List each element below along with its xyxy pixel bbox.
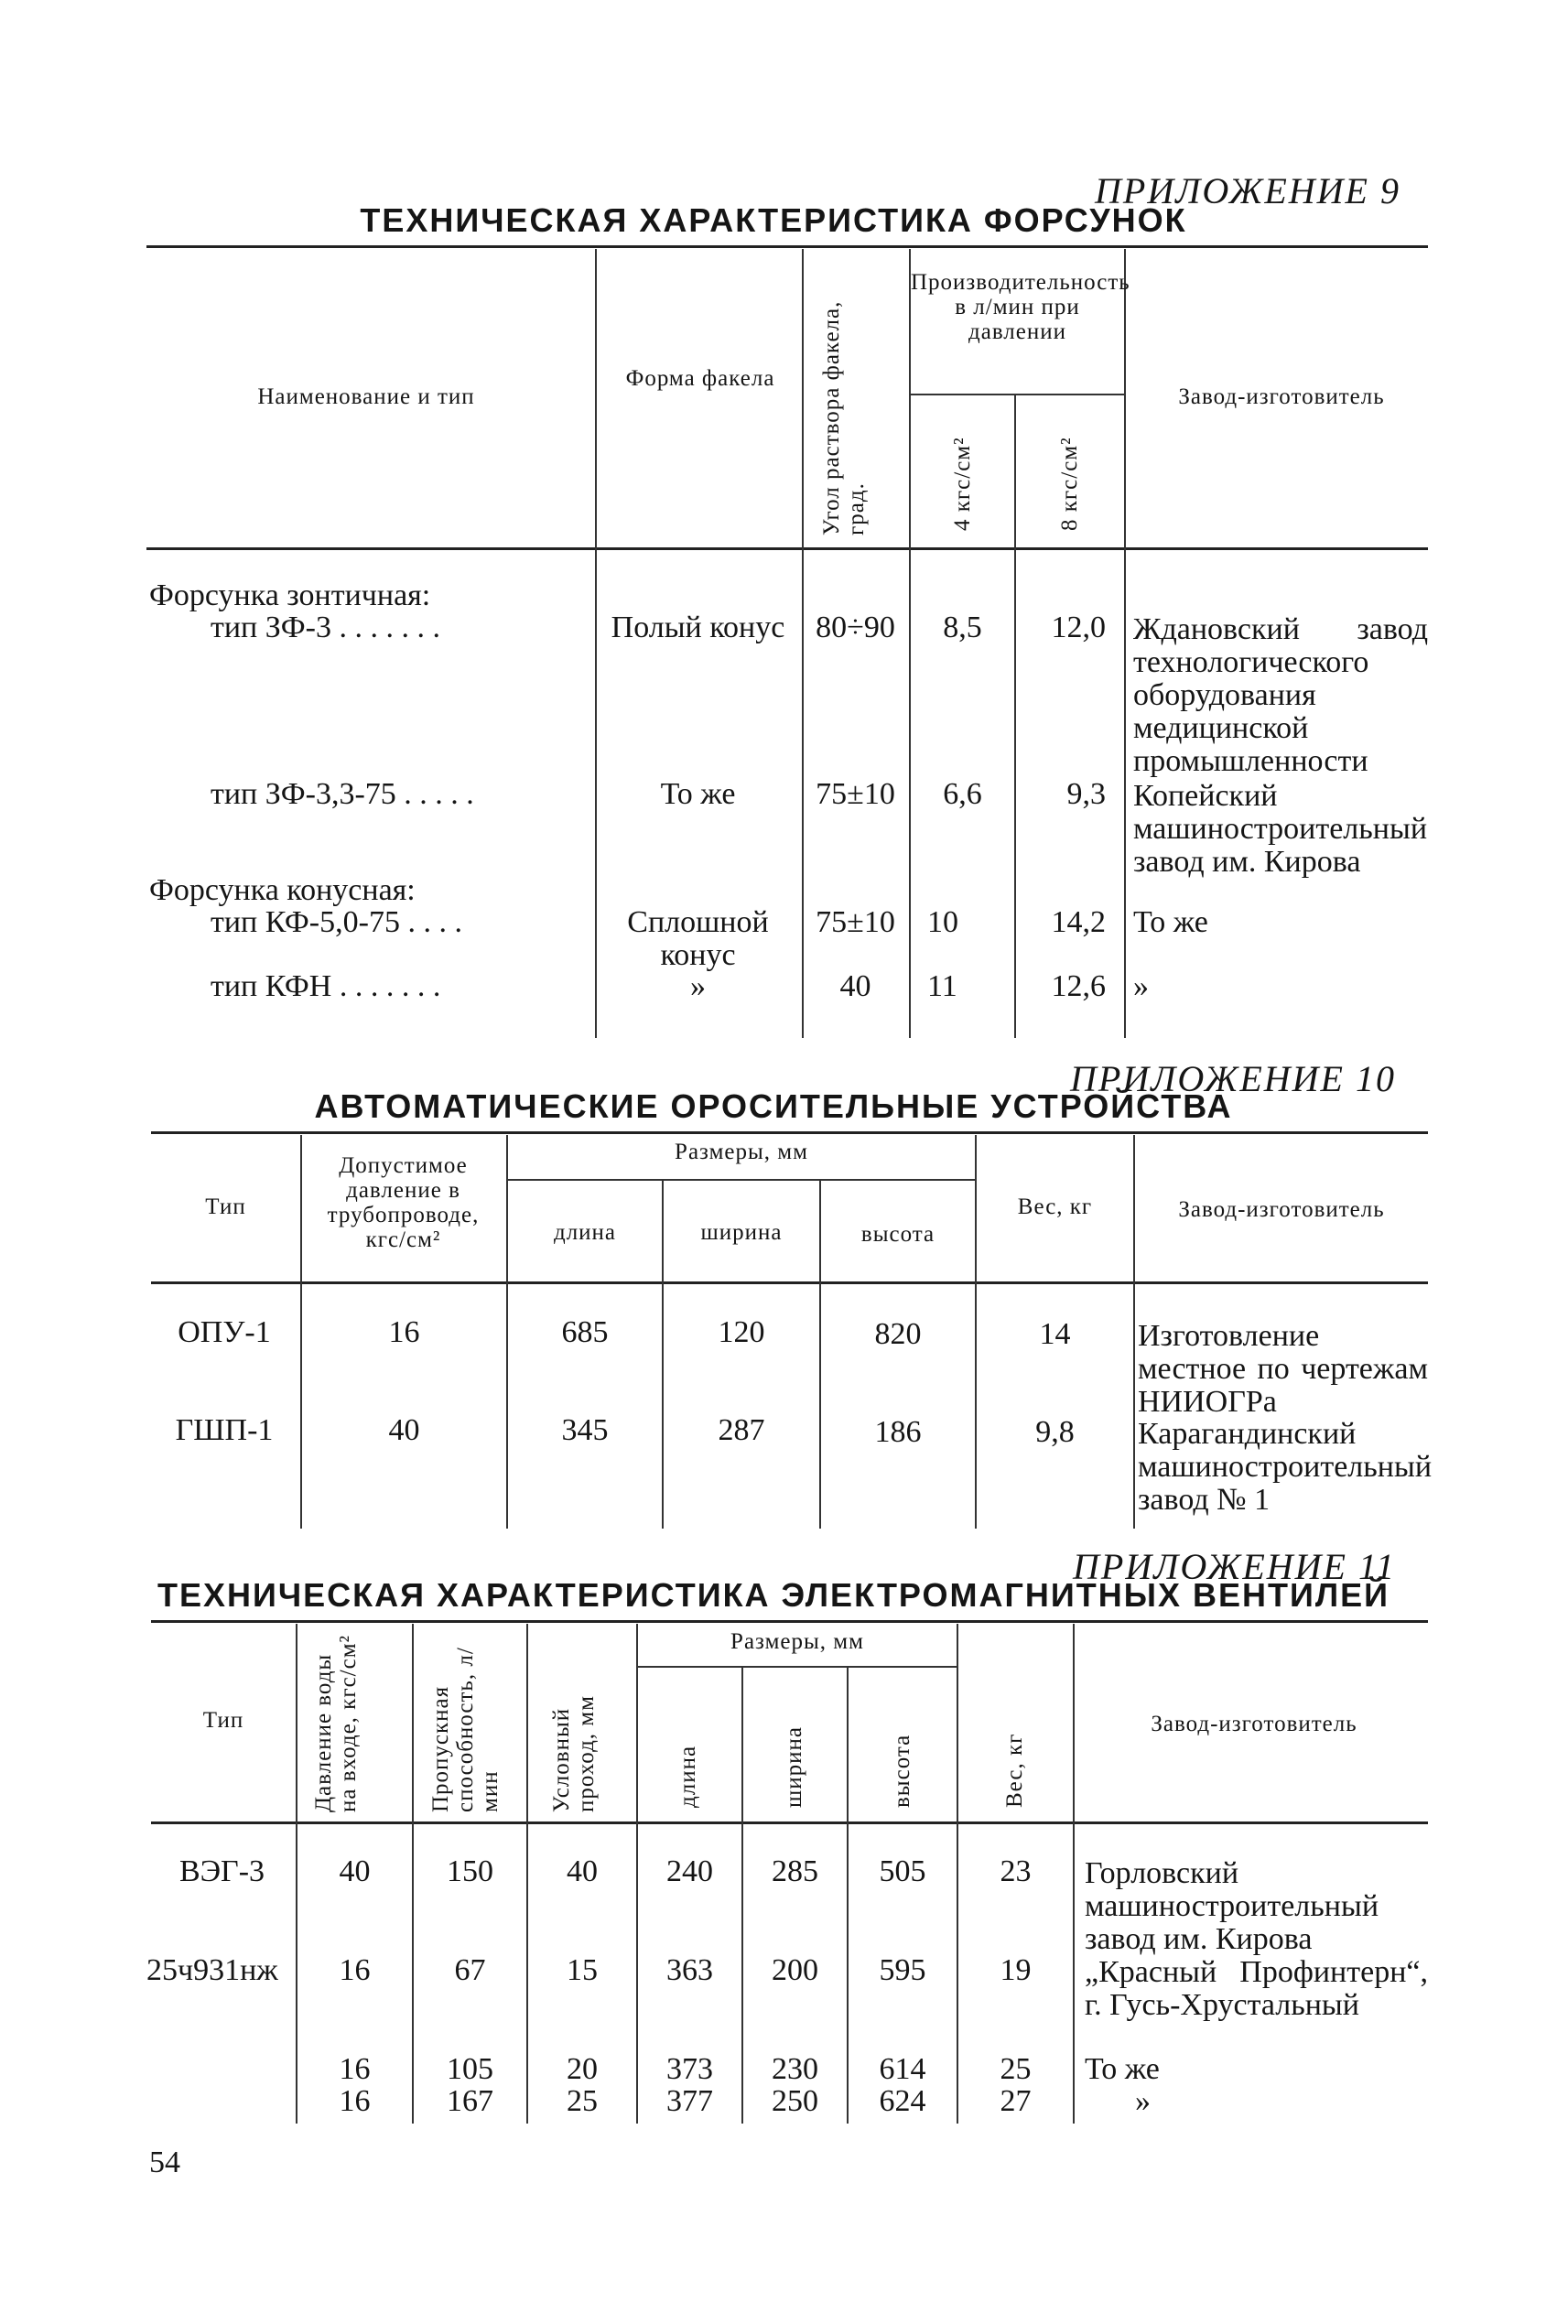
row-height: 820	[874, 1317, 922, 1351]
row-length: 363	[666, 1953, 713, 1987]
row-weight: 23	[1000, 1854, 1032, 1888]
header-form: Форма факела	[625, 366, 775, 391]
header-pressure: Давление воды на входе, кгс/см²	[311, 1634, 361, 1812]
header-performance: Производительность в л/мин при давлении	[911, 270, 1130, 344]
row-width: 285	[772, 1854, 818, 1888]
appendix-9-title: ТЕХНИЧЕСКАЯ ХАРАКТЕРИСТИКА ФОРСУНОК	[360, 201, 1187, 239]
header-width: ширина	[700, 1220, 783, 1245]
header-weight: Вес, кг	[1017, 1194, 1093, 1219]
row-width: 230	[772, 2052, 818, 2086]
row-length: 373	[666, 2052, 713, 2086]
row-pressure: 16	[339, 2052, 371, 2086]
header-p4: 4 кгс/см²	[950, 437, 975, 531]
header-type: Тип	[202, 1708, 244, 1733]
header-type: Тип	[205, 1194, 246, 1219]
row-type: ВЭГ-3	[178, 1854, 265, 1888]
row-capacity: 150	[447, 1854, 493, 1888]
header-height: высота	[860, 1222, 935, 1247]
header-length: длина	[553, 1220, 617, 1245]
header-maker: Завод-изготовитель	[1151, 1712, 1357, 1736]
header-sizes: Размеры, мм	[730, 1629, 864, 1654]
row-type: ОПУ-1	[178, 1315, 271, 1349]
row-passage: 40	[567, 1854, 598, 1888]
row-p8: 14,2	[1051, 905, 1106, 939]
row-maker: Изготовление местное по чертежам НИИОГРа	[1138, 1319, 1428, 1419]
row-length: 345	[561, 1413, 609, 1447]
header-pressure: Допустимое давление в трубопроводе, кгс/см²	[327, 1153, 480, 1252]
row-p8: 9,3	[1066, 777, 1106, 811]
row-weight: 9,8	[1035, 1415, 1075, 1449]
row-angle: 40	[839, 969, 871, 1003]
row-capacity: 167	[447, 2084, 493, 2118]
row-maker: Карагандинский машиностроительный завод № 1	[1138, 1417, 1433, 1517]
row-maker: »	[1135, 2084, 1151, 2118]
appendix-9-label: ПРИЛОЖЕНИЕ 9	[1095, 170, 1400, 211]
row-maker: То же	[1085, 2052, 1160, 2086]
row-width: 200	[772, 1953, 818, 1987]
header-weight: Вес, кг	[1002, 1733, 1027, 1808]
row-capacity: 67	[454, 1953, 486, 1987]
row-name: тип ЗФ-3,3-75 . . . . .	[211, 777, 474, 811]
row-height: 595	[879, 1953, 926, 1987]
row-p8: 12,6	[1051, 969, 1106, 1003]
row-form: То же	[660, 777, 736, 811]
row-p4: 10	[927, 905, 958, 939]
row-maker: То же	[1133, 905, 1208, 939]
header-height: высота	[890, 1734, 914, 1808]
header-maker: Завод-изготовитель	[1178, 384, 1385, 409]
row-length: 240	[666, 1854, 713, 1888]
row-pressure: 16	[388, 1315, 420, 1349]
row-weight: 14	[1039, 1317, 1071, 1351]
header-passage: Условный проход, мм	[549, 1695, 599, 1812]
page-number: 54	[149, 2146, 180, 2179]
header-width: ширина	[782, 1726, 806, 1808]
header-p8: 8 кгс/см²	[1057, 437, 1082, 531]
row-passage: 20	[567, 2052, 598, 2086]
row-type: 25ч931нж	[146, 1953, 278, 1987]
row-maker: „Красный Профинтерн“, г. Гусь-Хрустальный	[1085, 1955, 1428, 2022]
row-weight: 25	[1000, 2052, 1032, 2086]
row-maker: Горловский машиностроительный завод им. Кирова	[1085, 1856, 1379, 1956]
row-angle: 80÷90	[816, 611, 895, 644]
row-height: 624	[879, 2084, 926, 2118]
appendix-10-title: АВТОМАТИЧЕСКИЕ ОРОСИТЕЛЬНЫЕ УСТРОЙСТВА	[314, 1087, 1233, 1125]
row-pressure: 16	[339, 2084, 371, 2118]
row-form: »	[690, 969, 706, 1003]
row-name: тип КФН . . . . . . .	[211, 969, 441, 1003]
row-name: тип ЗФ-3 . . . . . . .	[211, 611, 440, 644]
row-width: 250	[772, 2084, 818, 2118]
row-form: Сплошной конус	[627, 905, 769, 972]
header-name: Наименование и тип	[257, 384, 475, 409]
group-label: Форсунка зонтичная:	[149, 578, 431, 612]
row-type: ГШП-1	[175, 1413, 274, 1447]
row-length: 377	[666, 2084, 713, 2118]
appendix-10-label: ПРИЛОЖЕНИЕ 10	[1070, 1058, 1396, 1099]
row-passage: 25	[567, 2084, 598, 2118]
row-p8: 12,0	[1051, 611, 1106, 644]
row-maker: »	[1133, 969, 1149, 1003]
header-angle: Угол раствора факела, град.	[819, 300, 869, 535]
header-capacity: Пропускная способность, л/мин	[428, 1647, 503, 1812]
row-capacity: 105	[447, 2052, 493, 2086]
row-height: 505	[879, 1854, 926, 1888]
row-passage: 15	[567, 1953, 598, 1987]
row-angle: 75±10	[816, 905, 895, 939]
row-weight: 19	[1000, 1953, 1032, 1987]
row-name: тип КФ-5,0-75 . . . .	[211, 905, 462, 939]
row-p4: 11	[927, 969, 957, 1003]
row-pressure: 40	[339, 1854, 371, 1888]
row-pressure: 40	[388, 1413, 420, 1447]
row-weight: 27	[1000, 2084, 1032, 2118]
row-maker: Копейский машиностроительный завод им. Кирова	[1133, 779, 1428, 879]
row-p4: 6,6	[943, 777, 982, 811]
header-maker: Завод-изготовитель	[1178, 1197, 1385, 1222]
appendix-11-title: ТЕХНИЧЕСКАЯ ХАРАКТЕРИСТИКА ЭЛЕКТРОМАГНИТНЫХ ВЕНТИЛЕЙ	[157, 1576, 1390, 1614]
row-pressure: 16	[339, 1953, 371, 1987]
row-width: 287	[718, 1413, 765, 1447]
row-length: 685	[561, 1315, 609, 1349]
header-length: длина	[676, 1745, 700, 1808]
row-height: 614	[879, 2052, 926, 2086]
row-maker: Ждановский завод технологического оборудования медицинской промышленности	[1133, 612, 1428, 778]
row-angle: 75±10	[816, 777, 895, 811]
row-height: 186	[874, 1415, 922, 1449]
group-label: Форсунка конусная:	[149, 873, 416, 907]
row-form: Полый конус	[611, 611, 785, 644]
header-sizes: Размеры, мм	[675, 1140, 808, 1164]
appendix-11-label: ПРИЛОЖЕНИЕ 11	[1073, 1546, 1396, 1587]
row-width: 120	[718, 1315, 765, 1349]
row-p4: 8,5	[943, 611, 982, 644]
